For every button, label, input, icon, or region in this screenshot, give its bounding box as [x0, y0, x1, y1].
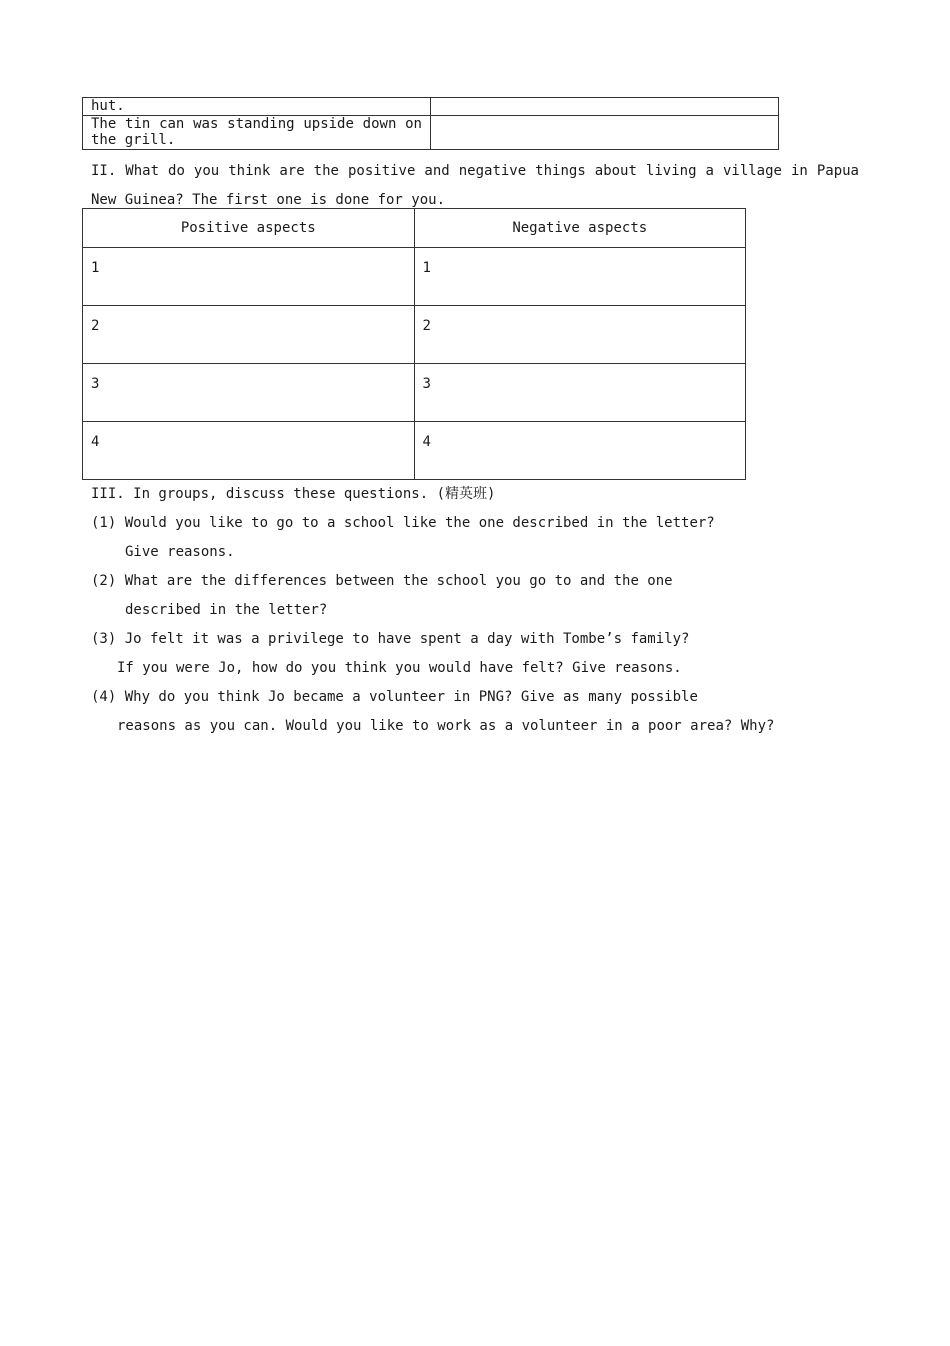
negative-cell: 4 — [414, 422, 746, 480]
question-2-line1: (2) What are the differences between the school you go to and the one — [91, 573, 673, 589]
table-cell: The tin can was standing upside down on the grill. — [83, 116, 431, 150]
negative-cell: 2 — [414, 306, 746, 364]
table-cell — [431, 98, 779, 116]
table-row — [83, 98, 779, 116]
question-1-line1: (1) Would you like to go to a school like the one described in the letter? — [91, 515, 715, 531]
table-row — [83, 306, 746, 364]
negative-cell: 1 — [414, 248, 746, 306]
question-3-line2: If you were Jo, how do you think you would have felt? Give reasons. — [117, 660, 682, 676]
positive-cell: 2 — [83, 306, 415, 364]
table-row — [83, 248, 746, 306]
question-1-line2: Give reasons. — [125, 544, 235, 560]
question-4-line1: (4) Why do you think Jo became a volunteer in PNG? Give as many possible — [91, 689, 698, 705]
section3-heading: III. In groups, discuss these questions. (精英班) — [91, 486, 496, 502]
aspects-table — [82, 208, 746, 480]
positive-cell: 4 — [83, 422, 415, 480]
question-3-line1: (3) Jo felt it was a privilege to have spent a day with Tombe’s family? — [91, 631, 690, 647]
negative-cell: 3 — [414, 364, 746, 422]
table-header-row — [83, 209, 746, 248]
question-4-line2: reasons as you can. Would you like to work as a volunteer in a poor area? Why? — [117, 718, 775, 734]
section2-question-line2: New Guinea? The first one is done for you. — [91, 192, 446, 208]
table-row — [83, 364, 746, 422]
section2-question-line1: II. What do you think are the positive and negative things about living a village in Papua — [91, 163, 859, 179]
table-cell — [431, 116, 779, 150]
positive-aspects-header: Positive aspects — [83, 209, 415, 248]
negative-aspects-header: Negative aspects — [414, 209, 746, 248]
continuation-table — [82, 97, 779, 150]
positive-cell: 1 — [83, 248, 415, 306]
table-row — [83, 422, 746, 480]
table-cell: hut. — [83, 98, 431, 116]
table-row — [83, 116, 779, 150]
positive-cell: 3 — [83, 364, 415, 422]
question-2-line2: described in the letter? — [125, 602, 328, 618]
